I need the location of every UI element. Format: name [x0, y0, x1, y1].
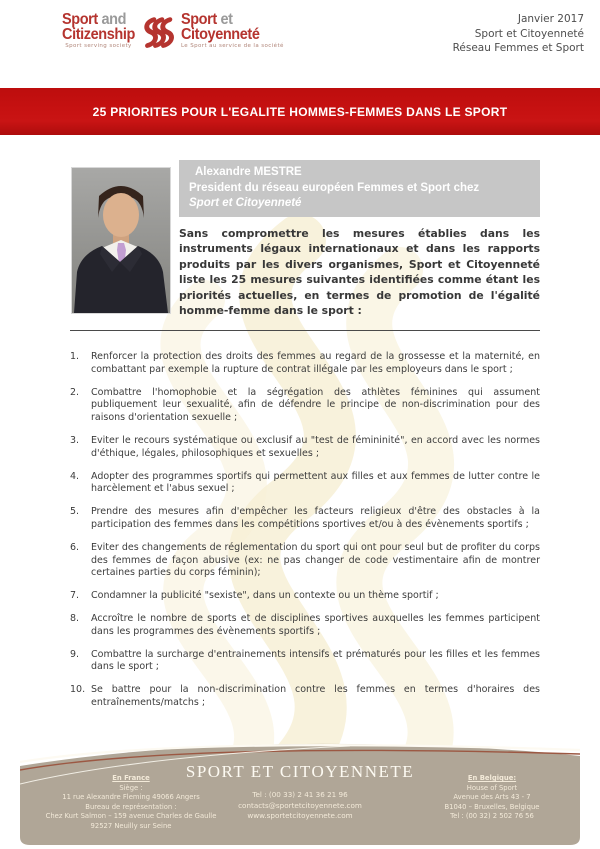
footer-belgium-heading: En Belgique:: [467, 774, 517, 782]
profile-section: [72, 160, 540, 319]
logo-word: Sport: [180, 11, 217, 29]
footer-contact-block: [200, 790, 400, 822]
item-text: Combattre la surcharge d'entrainements intensifs et prématurés pour les filles et les femmes dans le sport ;: [91, 648, 540, 673]
footer-line: 11 rue Alexandre Fleming 49066 Angers: [62, 793, 200, 802]
list-item: [70, 387, 540, 425]
footer-phone: Tel : (00 33) 2 41 36 21 96: [252, 790, 348, 799]
item-number: 3.: [70, 434, 80, 446]
meta-date: Janvier 2017: [517, 13, 584, 25]
logo-word: Citoyenneté: [180, 26, 260, 43]
meta-network: Réseau Femmes et Sport: [452, 42, 584, 54]
author-role: President du réseau européen Femmes et Sport chez: [189, 181, 480, 194]
logo-word: Sport: [62, 11, 98, 29]
list-item: [70, 649, 540, 675]
footer-title: SPORT ET CITOYENNETE: [185, 762, 415, 781]
footer-line: Tel : (00 32) 2 502 76 56: [450, 812, 534, 821]
item-number: 10.: [70, 684, 86, 696]
header-logos: [62, 13, 284, 55]
portrait-photo: [72, 168, 170, 313]
item-number: 4.: [70, 470, 80, 482]
list-item: [70, 590, 540, 603]
list-item: [70, 684, 540, 710]
meta-organisation: Sport et Citoyenneté: [474, 27, 584, 40]
item-number: 6.: [70, 541, 80, 553]
footer-line: Chez Kurt Salmon – 159 avenue Charles de Gaulle: [45, 812, 217, 821]
item-text: Adopter des programmes sportifs qui permettent aux filles et aux femmes de lutter contre le harcèlement et l'abus sexuel ;: [91, 470, 540, 495]
footer-line: Siège :: [119, 783, 143, 792]
item-number: 7.: [70, 590, 80, 602]
sport-et-citoyennete-logo: [181, 13, 284, 50]
document-meta: [453, 12, 584, 56]
item-text: Eviter le recours systématique ou exclusif au "test de fémininité", en accord avec les normes d'éthique, légales, philosophiques et sexuelles ;: [91, 434, 540, 459]
item-text: Eviter des changements de réglementation du sport qui ont pour seul but de profiter du corps des femmes de façon abusive (ex: ne pas changer de code vestimentaire afin de montrer certaines parties du corps féminin);: [91, 541, 540, 579]
logo-tagline: Le Sport au service de la société: [180, 43, 284, 49]
footer-email-link[interactable]: contacts@sportetcitoyennete.com: [238, 800, 362, 810]
list-item: [70, 613, 540, 639]
list-item: [70, 435, 540, 461]
author-name: Alexandre MESTRE: [195, 166, 302, 178]
intro-paragraph: Sans compromettre les mesures établies dans les instruments légaux internationaux et dans les rapports produits par les divers organismes, Sport et Citoyenneté liste les 25 mesures suivantes identifiées comme étant les priorités actuelles, en termes de promotion de l'égalité homme-femme dans le sport :: [179, 226, 540, 318]
horizontal-divider: [70, 330, 540, 331]
footer-line: Bureau de représentation :: [85, 802, 177, 811]
logo-conjunction: and: [101, 11, 127, 29]
list-item: [70, 506, 540, 532]
footer-belgium-block: [416, 774, 568, 822]
footer: [20, 752, 580, 845]
item-text: Prendre des mesures afin d'empêcher les facteurs religieux d'être des obstacles à la participation des femmes dans les compétitions sportives et/ou à des évènements sportifs ;: [91, 506, 540, 530]
item-number: 9.: [70, 648, 80, 660]
triple-s-logo-icon: [142, 15, 174, 55]
list-item: [70, 351, 540, 377]
item-text: Condamner la publicité "sexiste", dans un contexte ou un thème sportif ;: [91, 590, 439, 602]
footer-france-heading: En France: [112, 774, 150, 782]
title-banner: [0, 88, 600, 135]
footer-website-link[interactable]: www.sportetcitoyennete.com: [247, 811, 353, 820]
logo-tagline: Sport serving society: [65, 43, 132, 49]
item-text: Se battre pour la non-discrimination contre les femmes en termes d'horaires des entraînements/matchs ;: [91, 684, 540, 708]
priorities-list: [70, 351, 540, 720]
list-item: [70, 542, 540, 580]
item-text: Combattre l'homophobie et la ségrégation des athlètes féminines qui assument publiquement leur sexualité, afin de défendre le principe de non-discrimination pour des raisons d'orientation sexuelle ;: [91, 386, 540, 424]
sport-and-citizenship-logo: [62, 13, 135, 50]
item-number: 5.: [70, 506, 80, 518]
footer-line: House of Sport: [466, 783, 518, 792]
logo-conjunction: et: [220, 11, 233, 29]
author-organisation: Sport et Citoyenneté: [189, 197, 302, 209]
footer-line: Avenue des Arts 43 - 7: [453, 793, 531, 802]
footer-line: 92527 Neuilly sur Seine: [90, 821, 172, 830]
logo-word: Citizenship: [62, 26, 135, 43]
item-text: Renforcer la protection des droits des femmes au regard de la grossesse et la maternité, en combattant par exemple la rupture de contrat illégale par les employeurs dans le sport ;: [91, 351, 540, 375]
item-number: 2.: [70, 386, 80, 398]
item-text: Accroître le nombre de sports et de disciplines sportives auxquelles les femmes participent dans les programmes des évènements sportifs ;: [91, 612, 540, 637]
author-name-box: [179, 160, 540, 217]
footer-line: B1040 – Bruxelles, Belgique: [444, 802, 540, 811]
page-title: 25 PRIORITES POUR L'EGALITE HOMMES-FEMMES DANS LE SPORT: [92, 104, 508, 119]
list-item: [70, 471, 540, 497]
item-number: 8.: [70, 612, 80, 624]
item-number: 1.: [70, 351, 80, 362]
